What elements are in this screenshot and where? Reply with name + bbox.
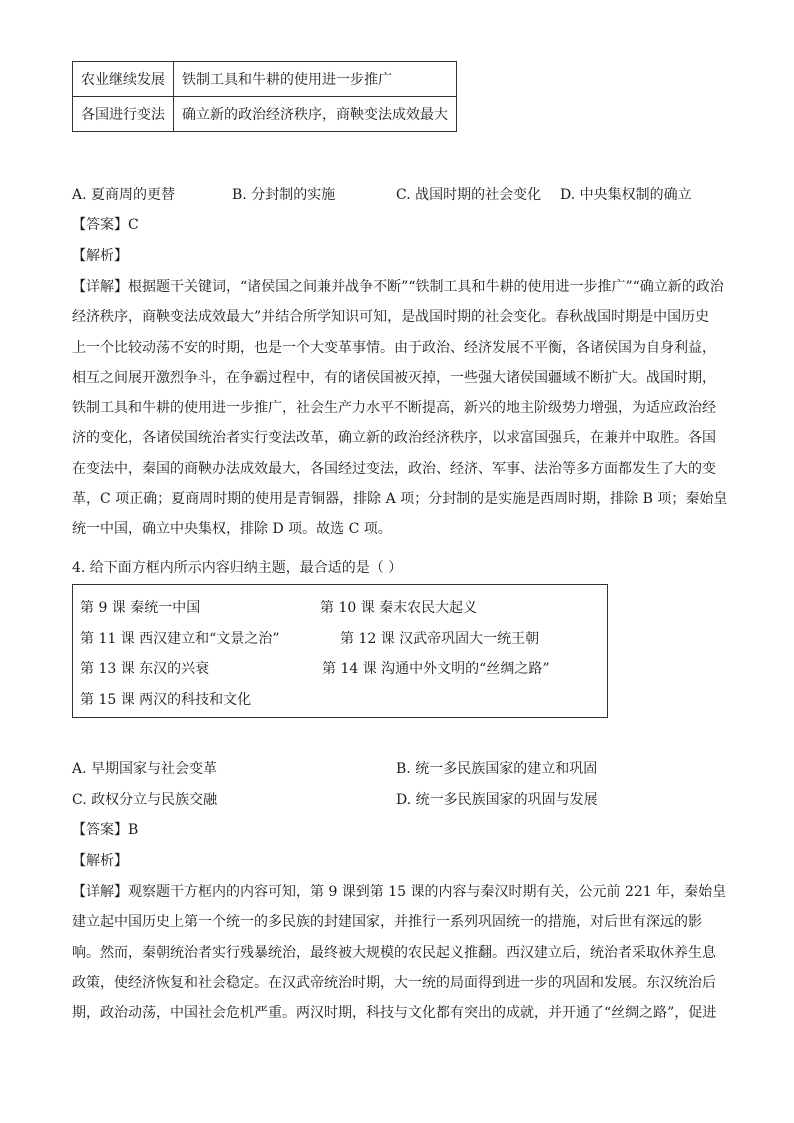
q3-option-b: B. 分封制的实施 [232, 187, 336, 203]
q4-detail-line: 【详解】观察题干方框内的内容可知，第 9 课到第 15 课的内容与秦汉时期有关，公元前 221 年，秦始皇 [72, 884, 727, 900]
q4-detail-line: 政策，使经济恢复和社会稳定。在汉武帝统治时期，大一统的局面得到进一步的巩固和发展。东汉统治后 [72, 974, 716, 991]
q4-detail [72, 877, 727, 1028]
q4-option-d: D. 统一多民族国家的巩固与发展 [396, 792, 598, 808]
q3-option-d: D. 中央集权制的确立 [560, 187, 692, 203]
lesson-item: 第 14 课 沟通中外文明的“丝绸之路” [322, 661, 550, 677]
q4-detail-line: 建立起中国历史上第一个统一的多民族的封建国家，并推行一系列巩固统一的措施，对后世有深远的影 [72, 914, 702, 931]
q4-option-a: A. 早期国家与社会变革 [72, 761, 218, 777]
q3-detail-line: 济的变化，各诸侯国统治者实行变法改革，确立新的政治经济秩序，以求富国强兵，在兼并中取胜。各国 [72, 430, 716, 447]
q3-detail-line: 【详解】根据题干关键词，“诸侯国之间兼并战争不断”“铁制工具和牛耕的使用进一步推广”“确立新的政治 [72, 279, 724, 295]
q4-answer: 【答案】B [72, 822, 139, 838]
q3-detail [72, 272, 728, 545]
q4-detail-line: 响。然而，秦朝统治者实行残暴统治，最终被大规模的农民起义推翻。西汉建立后，统治者采取休养生息 [72, 944, 716, 961]
q4-detail-line: 期，政治动荡，中国社会危机严重。两汉时期，科技与文化都有突出的成就，并开通了“丝绸之路”，促进 [72, 1005, 717, 1022]
q3-option-a: A. 夏商周的更替 [72, 187, 176, 203]
summary-table [72, 61, 457, 132]
q3-detail-line: 统一中国，确立中央集权，排除 D 项。故选 C 项。 [72, 521, 392, 538]
q3-answer: 【答案】C [72, 217, 139, 233]
lesson-item: 第 10 课 秦末农民大起义 [320, 600, 478, 616]
table-row [73, 97, 457, 132]
q3-detail-line: 经济秩序，商鞅变法成效最大”并结合所学知识可知，是战国时期的社会变化。春秋战国时期是中国历史 [72, 309, 710, 326]
lessons-box [72, 584, 608, 718]
lesson-item: 第 15 课 两汉的科技和文化 [80, 692, 252, 708]
lesson-item: 第 12 课 汉武帝巩固大一统王朝 [340, 631, 540, 647]
q3-option-c: C. 战国时期的社会变化 [396, 187, 542, 203]
q3-detail-line: 上一个比较动荡不安的时期，也是一个大变革事情。由于政治、经济发展不平衡，各诸侯国为自身利益， [72, 339, 716, 356]
table-row [73, 62, 457, 97]
q3-detail-line: 铁制工具和牛耕的使用进一步推广，社会生产力水平不断提高，新兴的地主阶级势力增强，为适应政治经 [72, 400, 716, 417]
q3-detail-line: 革，C 项正确；夏商周时期的使用是青铜器，排除 A 项；分封制的是实施是西周时期，排除 B 项；秦始皇 [72, 491, 728, 508]
q4-stem: 4. 给下面方框内所示内容归纳主题，最合适的是（ ） [72, 560, 403, 576]
table-cell-content: 确立新的政治经济秩序，商鞅变法成效最大 [174, 97, 457, 132]
lesson-item: 第 9 课 秦统一中国 [80, 600, 201, 616]
table-cell-content: 铁制工具和牛耕的使用进一步推广 [174, 62, 457, 97]
q3-detail-line: 相互之间展开激烈争斗，在争霸过程中，有的诸侯国被灭掉，一些强大诸侯国疆域不断扩大。战国时期， [72, 369, 716, 386]
q3-analysis-label: 【解析】 [72, 248, 128, 264]
q4-option-c: C. 政权分立与民族交融 [72, 792, 218, 808]
lesson-item: 第 13 课 东汉的兴衰 [80, 661, 210, 677]
q4-option-b: B. 统一多民族国家的建立和巩固 [396, 761, 598, 777]
lesson-item: 第 11 课 西汉建立和“文景之治” [80, 631, 280, 647]
q4-analysis-label: 【解析】 [72, 853, 128, 869]
table-cell-topic: 农业继续发展 [73, 62, 174, 97]
table-cell-topic: 各国进行变法 [73, 97, 174, 132]
q3-detail-line: 在变法中，秦国的商鞅办法成效最大，各国经过变法，政治、经济、军事、法治等多方面都发生了大的变 [72, 460, 716, 477]
